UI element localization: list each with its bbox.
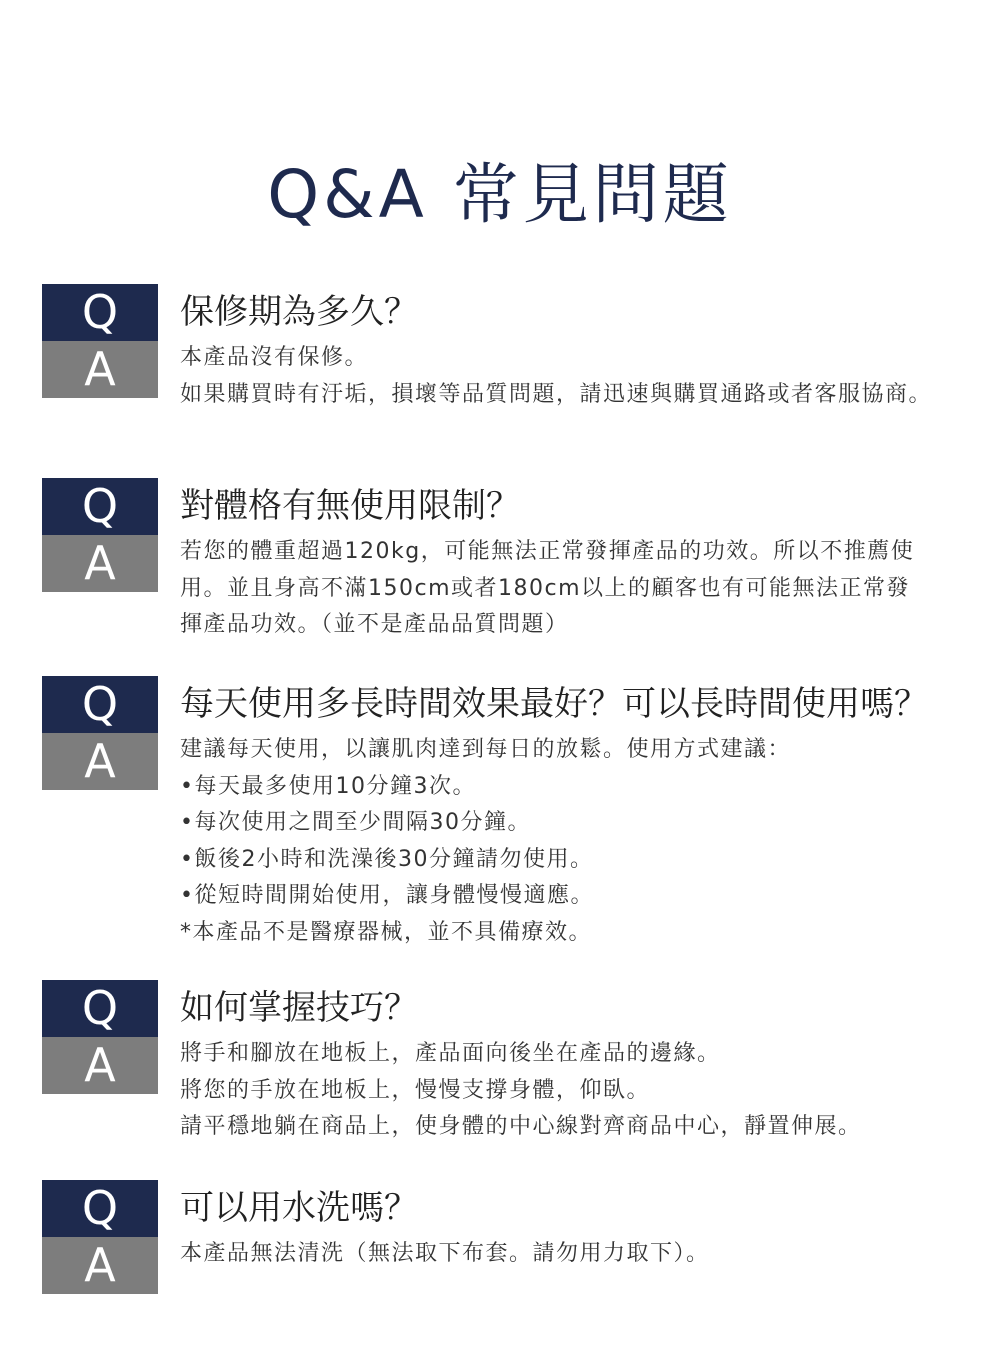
answer-line: 如果購買時有汙垢，損壞等品質問題，請迅速與購買通路或者客服協商。 — [180, 381, 933, 407]
answer-line: 建議每天使用，以讓肌肉達到每日的放鬆。使用方式建議： — [180, 737, 792, 762]
answer-line: 本產品無法清洗（無法取下布套。請勿用力取下）。 — [180, 1241, 710, 1266]
answer-line: •每次使用之間至少間隔30分鐘。 — [180, 810, 531, 835]
answer-line: 若您的體重超過120kg，可能無法正常發揮產品的功效。所以不推薦使 — [180, 539, 915, 564]
answer-line: 用。並且身高不滿150cm或者180cm以上的顧客也有可能無法正常發 — [180, 575, 911, 601]
answer-line: 將您的手放在地板上，慢慢支撐身體，仰臥。 — [180, 1077, 651, 1103]
answer-line: 將手和腳放在地板上，產品面向後坐在產品的邊緣。 — [180, 1041, 721, 1066]
answer-badge: A — [42, 733, 158, 790]
faq-answer — [180, 534, 980, 644]
faq-item — [42, 284, 992, 407]
question-badge: Q — [42, 284, 158, 341]
faq-question: 保修期為多久？ — [180, 292, 418, 332]
faq-question: 如何掌握技巧？ — [180, 988, 418, 1028]
faq-item — [42, 676, 992, 956]
answer-badge: A — [42, 1237, 158, 1294]
faq-question: 可以用水洗嗎？ — [180, 1188, 418, 1228]
question-badge: Q — [42, 980, 158, 1037]
answer-line: •從短時間開始使用，讓身體慢慢適應。 — [180, 883, 594, 908]
faq-item — [42, 478, 992, 648]
page-title: Q&A 常見問題 — [267, 156, 733, 233]
question-badge: Q — [42, 676, 158, 733]
faq-answer — [180, 1236, 980, 1273]
faq-answer — [180, 340, 980, 413]
answer-badge: A — [42, 1037, 158, 1094]
answer-line: *本產品不是醫療器械，並不具備療效。 — [180, 919, 593, 945]
faq-item — [42, 1180, 992, 1300]
question-badge: Q — [42, 478, 158, 535]
answer-line: 本產品沒有保修。 — [180, 345, 369, 370]
faq-question: 對體格有無使用限制？ — [180, 486, 520, 526]
answer-badge: A — [42, 535, 158, 592]
answer-line: 揮產品功效。（並不是產品品質問題） — [180, 612, 569, 637]
faq-item — [42, 980, 992, 1150]
answer-badge: A — [42, 341, 158, 398]
faq-answer — [180, 732, 980, 951]
answer-line: •飯後2小時和洗澡後30分鐘請勿使用。 — [180, 846, 594, 872]
faq-question: 每天使用多長時間效果最好？可以長時間使用嗎？ — [180, 684, 928, 724]
faq-answer — [180, 1036, 980, 1146]
answer-line: •每天最多使用10分鐘3次。 — [180, 773, 476, 799]
answer-line: 請平穩地躺在商品上，使身體的中心線對齊商品中心，靜置伸展。 — [180, 1114, 862, 1139]
question-badge: Q — [42, 1180, 158, 1237]
